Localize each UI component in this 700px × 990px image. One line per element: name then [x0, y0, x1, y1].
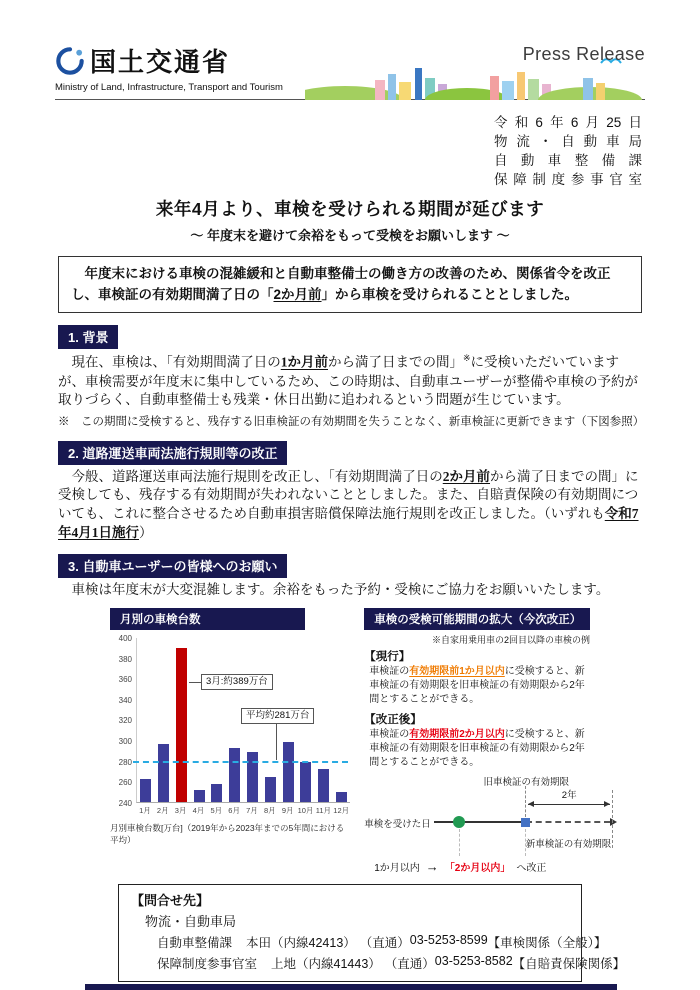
- contact-person: 本田（内線42413）: [246, 936, 356, 951]
- bar-11月: [318, 769, 329, 802]
- contact-person: 上地（内線41443）: [271, 957, 381, 972]
- revised-emphasis: 有効期限前2か月以内: [409, 728, 505, 740]
- chart-area: [110, 633, 350, 808]
- current-text-end: に受検すると、新車検証の有効期限を旧車検証の有効期限から2年間とすることができる。: [369, 665, 585, 706]
- section3-paragraph: 車検は年度末が大変混雑します。余裕をもった予約・受検にご協力をお願いいたします。: [58, 582, 610, 598]
- current-case-text: [369, 665, 590, 708]
- march-annotation: 3月:約389万台: [201, 674, 273, 690]
- contact-row: [157, 954, 626, 972]
- section3-heading: 3. 自動車ユーザーの皆様へのお願い: [58, 554, 287, 578]
- revised-text: 車検証の: [369, 728, 410, 740]
- summary-text: 年度末における車検の混雑緩和と自動車整備士の働き方の改善のため、関係省令を改正し、車検証の有効期間満了日の「: [71, 265, 611, 302]
- x-tick-label: 10月: [297, 805, 314, 815]
- bar-3月: [176, 648, 187, 802]
- y-tick-label: 260: [118, 778, 132, 788]
- revised-case-label: 【改正後】: [364, 713, 422, 726]
- bar-slot: [279, 742, 297, 802]
- section2-text: 今般、道路運送車両法施行規則を改正し、「有効期間満了日の: [58, 468, 443, 484]
- new-expiry-label: 新車検証の有効期限: [525, 839, 612, 851]
- ministry-logo-block: [55, 42, 283, 93]
- revision-suffix: へ改正: [516, 863, 547, 875]
- contact-division: 自動車整備課: [157, 936, 233, 951]
- bar-slot: [190, 790, 208, 802]
- y-tick-label: 320: [118, 716, 132, 726]
- inspection-period-panel: [364, 608, 612, 876]
- y-tick-label: 240: [118, 798, 132, 808]
- bar-10月: [300, 762, 311, 802]
- bar-2月: [158, 744, 169, 802]
- two-years-arrow: [528, 804, 610, 805]
- y-tick-label: 360: [118, 675, 132, 685]
- contact-phone: 03-5253-8582: [434, 954, 513, 969]
- x-tick-label: 8月: [263, 805, 276, 815]
- bar-1月: [140, 779, 151, 802]
- bar-slot: [261, 777, 279, 802]
- x-tick-label: 3月: [174, 805, 187, 815]
- chart-plot: [136, 638, 350, 803]
- section2-text-end: ）: [139, 524, 153, 540]
- x-tick-label: 1月: [139, 805, 151, 815]
- timeline-diagram: [364, 774, 612, 876]
- contact-heading: 【問合せ先】: [131, 893, 210, 909]
- doc-info-inner: [494, 113, 642, 190]
- x-tick-label: 4月: [192, 805, 205, 815]
- contact-bureau: 物流・自動車局: [145, 914, 237, 930]
- two-months-label: 「2か月以内」: [444, 863, 511, 875]
- timeline-dashed-line: [526, 821, 610, 823]
- chart-y-axis: [110, 633, 136, 808]
- contact-topic: 【自賠責保険関係】: [512, 957, 626, 972]
- old-expiry-label: 旧車検証の有効期限: [483, 777, 569, 789]
- contact-row: [157, 933, 607, 951]
- chart-x-axis: [136, 805, 350, 816]
- bar-9月: [283, 742, 294, 802]
- inspection-day-dot-icon: [453, 816, 465, 828]
- section1-note: ※ この期間に受検すると、残存する旧車検証の有効期間を失うことなく、新車検証に更新できます（下図参照）: [58, 415, 645, 428]
- press-release-label: Press Release: [522, 44, 645, 64]
- x-tick-label: 2月: [156, 805, 169, 815]
- x-tick-label: 6月: [228, 805, 240, 815]
- doc-info: [0, 113, 700, 190]
- old-expiry-dash-line: [525, 786, 526, 817]
- bar-5月: [211, 784, 222, 802]
- reference-mark: ※: [463, 353, 471, 364]
- summary-emphasis: 2か月前: [273, 286, 322, 302]
- mlit-logo-icon: [55, 46, 85, 76]
- x-tick-label: 7月: [246, 805, 258, 815]
- page-title: 来年4月より、車検を受けられる期間が延びます: [155, 198, 545, 219]
- average-annotation: 平均約281万台: [241, 708, 314, 724]
- figures-row: [58, 608, 642, 876]
- y-tick-label: 340: [118, 695, 132, 705]
- current-case-label: 【現行】: [364, 650, 411, 663]
- section2-enforcement-date: 令和7年4月1日施行: [58, 506, 639, 540]
- section2-text-mid: から満了日までの間」に受検しても、残存する有効期間が失われないこととしました。また、自賠責保険の有効期間についても、これに整合させるため自動車損害賠償保障法施行規則を改正しました。（いずれも: [58, 468, 639, 522]
- average-line: [133, 761, 348, 763]
- footer-bar: [85, 984, 617, 990]
- y-tick-label: 380: [118, 654, 132, 664]
- x-tick-label: 9月: [281, 805, 294, 815]
- bar-slot: [226, 748, 244, 802]
- section2-paragraph: [58, 468, 642, 543]
- revised-case-text: [369, 728, 590, 771]
- march-annotation-connector: [189, 682, 201, 683]
- y-tick-label: 400: [118, 633, 132, 643]
- contact-topic: 【車検関係（全般）】: [487, 936, 607, 951]
- bar-slot: [137, 779, 155, 802]
- section1-text-mid: から満了日までの間」: [328, 354, 463, 370]
- right-arrow-icon: →: [425, 859, 439, 875]
- bar-slot: [315, 769, 333, 802]
- doc-division: 自動車整備課: [494, 153, 642, 169]
- x-tick-label: 5月: [210, 805, 223, 815]
- doc-office: 保障制度参事官室: [494, 172, 642, 188]
- bar-6月: [229, 748, 240, 802]
- inspection-day-label: 車検を受けた日: [364, 819, 431, 831]
- panel-title: 車検の受検可能期間の拡大（今次改正）: [364, 608, 590, 630]
- new-expiry-dash-line: [612, 790, 613, 848]
- chart-title: 月別の車検台数: [110, 608, 305, 630]
- x-tick-label: 12月: [333, 805, 350, 815]
- section1-text: 現在、車検は、「有効期間満了日の: [58, 354, 281, 370]
- old-expiry-marker-icon: [521, 818, 530, 827]
- bar-slot: [173, 648, 191, 802]
- bar-slot: [297, 762, 315, 802]
- y-tick-label: 300: [118, 737, 132, 747]
- section1-emphasis: 1か月前: [280, 354, 328, 370]
- contact-direct-label: （直通）: [359, 936, 410, 951]
- section1-heading: 1. 背景: [58, 325, 118, 349]
- contact-phone: 03-5253-8599: [409, 933, 488, 948]
- contact-box: [118, 884, 626, 982]
- content: [0, 313, 700, 982]
- summary-box: [58, 256, 642, 314]
- bar-4月: [194, 790, 205, 802]
- ministry-name-ja: 国土交通省: [90, 47, 231, 77]
- y-tick-label: 280: [118, 757, 132, 767]
- two-years-label: 2年: [561, 790, 577, 802]
- bar-slot: [332, 792, 350, 802]
- current-text: 車検証の: [369, 665, 410, 677]
- header-top: [55, 42, 645, 100]
- chart-caption: 月別車検台数[万台]（2019年から2023年までの5年間における平均）: [110, 822, 345, 845]
- logo-row: [55, 42, 283, 79]
- bar-slot: [155, 744, 173, 802]
- section1-text-end: に受検いただいていますが、車検需要が年度末に集中しているため、この時期は、自動車ユーザーが整備や車検の予約が取りづらく、自動車整備士も残業・休日出勤に追われるという問題が生じています。: [58, 354, 638, 408]
- average-annotation-connector: [276, 723, 277, 760]
- section2-heading: 2. 道路運送車両法施行規則等の改正: [58, 441, 287, 465]
- bar-12月: [336, 792, 347, 802]
- page-subtitle: ～ 年度末を避けて余裕をもって受検をお願いします ～: [190, 227, 510, 243]
- bracket-dash-right: [525, 829, 526, 856]
- doc-bureau: 物流・自動車局: [494, 134, 642, 150]
- revised-text-end: に受検すると、新車検証の有効期限を旧車検証の有効期限から2年間とすることができる。: [369, 728, 585, 768]
- current-emphasis: 有効期限前1か月以内: [409, 665, 505, 677]
- monthly-inspection-chart: [110, 608, 350, 876]
- bar-slot: [208, 784, 226, 802]
- section1-paragraph: [58, 352, 642, 409]
- panel-note: ※自家用乗用車の2回目以降の車検の例: [431, 634, 590, 645]
- doc-date: 令和6年6月25日: [494, 115, 642, 130]
- bar-8月: [265, 777, 276, 802]
- timeline-line: [434, 821, 526, 823]
- revision-note: [374, 859, 546, 874]
- summary-text-end: 」から車検を受けられることとしました。: [321, 286, 579, 302]
- contact-division: 保障制度参事官室: [157, 957, 258, 972]
- section2-emphasis: 2か月前: [442, 468, 490, 484]
- bracket-dash-left: [459, 829, 460, 856]
- x-tick-label: 11月: [315, 805, 331, 815]
- ministry-name-en: Ministry of Land, Infrastructure, Transport and Tourism: [55, 82, 283, 93]
- one-month-label: 1か月以内: [374, 863, 420, 875]
- contact-direct-label: （直通）: [384, 957, 435, 972]
- header: [0, 0, 700, 100]
